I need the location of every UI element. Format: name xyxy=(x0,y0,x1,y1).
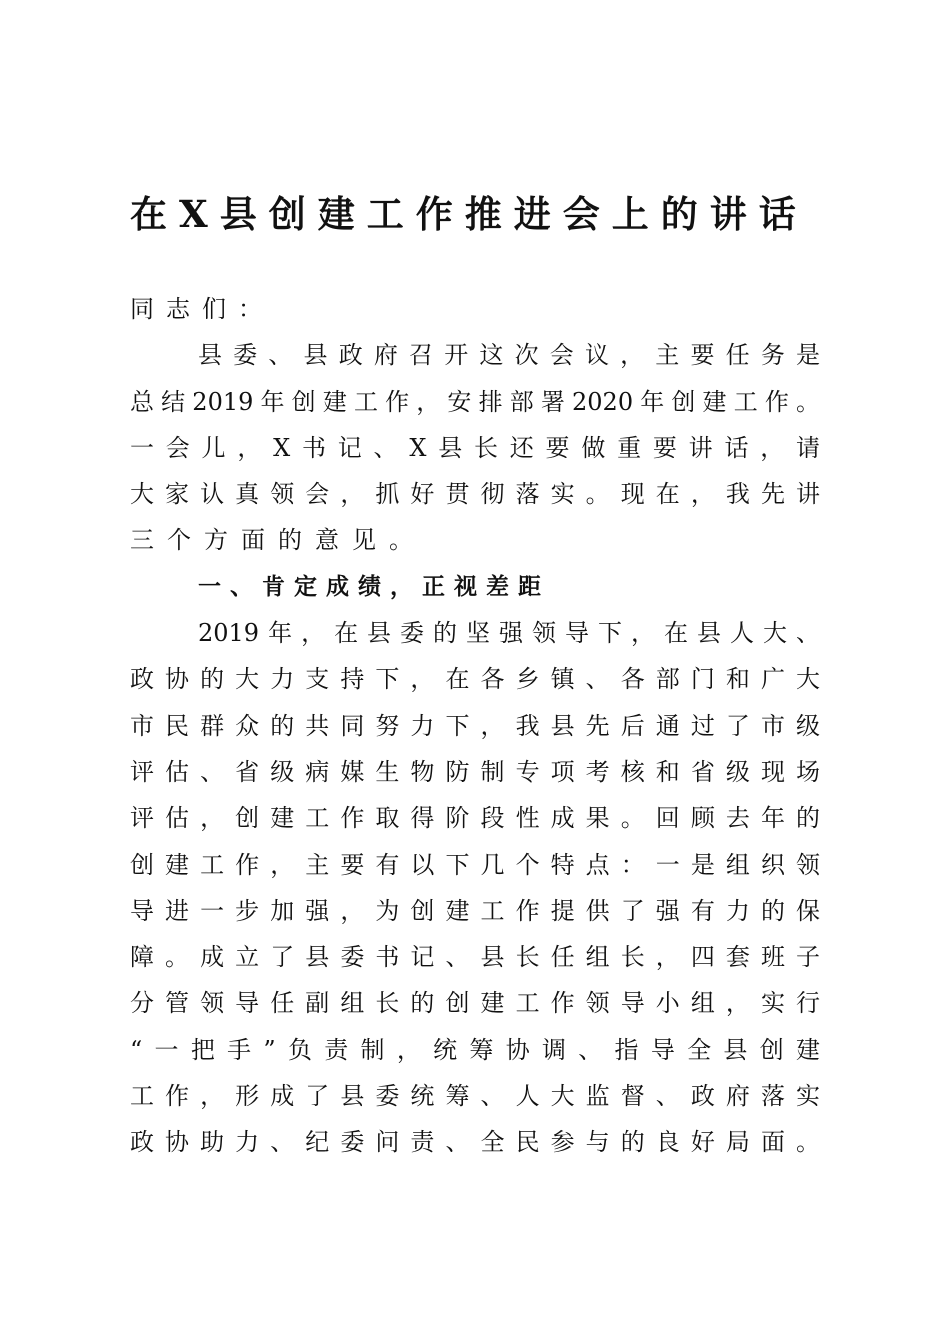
document-body xyxy=(130,286,820,1166)
salutation: 同志们： xyxy=(130,295,274,323)
document-title: 在X县创建工作推进会上的讲话 xyxy=(130,192,808,236)
paragraph-line: 市民群众的共同努力下，我县先后通过了市级 xyxy=(130,711,820,740)
paragraph-line: 一会儿，X书记、X县长还要做重要讲话，请 xyxy=(130,433,820,462)
paragraph-line: 政协的大力支持下，在各乡镇、各部门和广大 xyxy=(130,665,820,694)
paragraph-line: 评估、省级病媒生物防制专项考核和省级现场 xyxy=(130,757,820,786)
paragraph-line: 政协助力、纪委问责、全民参与的良好局面。 xyxy=(130,1128,820,1157)
paragraph-line: 县委、县政府召开这次会议，主要任务是 xyxy=(198,341,820,370)
paragraph-line: 三个方面的意见。 xyxy=(130,526,426,555)
paragraph-line: 创建工作，主要有以下几个特点：一是组织领 xyxy=(130,850,820,879)
section-heading: 一、肯定成绩，正视差距 xyxy=(198,573,550,600)
paragraph-line: 总结2019年创建工作，安排部署2020年创建工作。 xyxy=(130,387,820,416)
paragraph-line: 工作，形成了县委统筹、人大监督、政府落实 xyxy=(130,1082,820,1111)
paragraph-line: 大家认真领会，抓好贯彻落实。现在，我先讲 xyxy=(130,480,820,509)
paragraph-line: “一把手”负责制，统筹协调、指导全县创建 xyxy=(130,1035,820,1064)
paragraph-line: 障。成立了县委书记、县长任组长，四套班子 xyxy=(130,943,820,972)
paragraph-line: 2019年，在县委的坚强领导下，在县人大、 xyxy=(198,619,820,648)
paragraph-line: 分管领导任副组长的创建工作领导小组，实行 xyxy=(130,989,820,1018)
paragraph-line: 导进一步加强，为创建工作提供了强有力的保 xyxy=(130,896,820,925)
paragraph-line: 评估，创建工作取得阶段性成果。回顾去年的 xyxy=(130,804,820,833)
